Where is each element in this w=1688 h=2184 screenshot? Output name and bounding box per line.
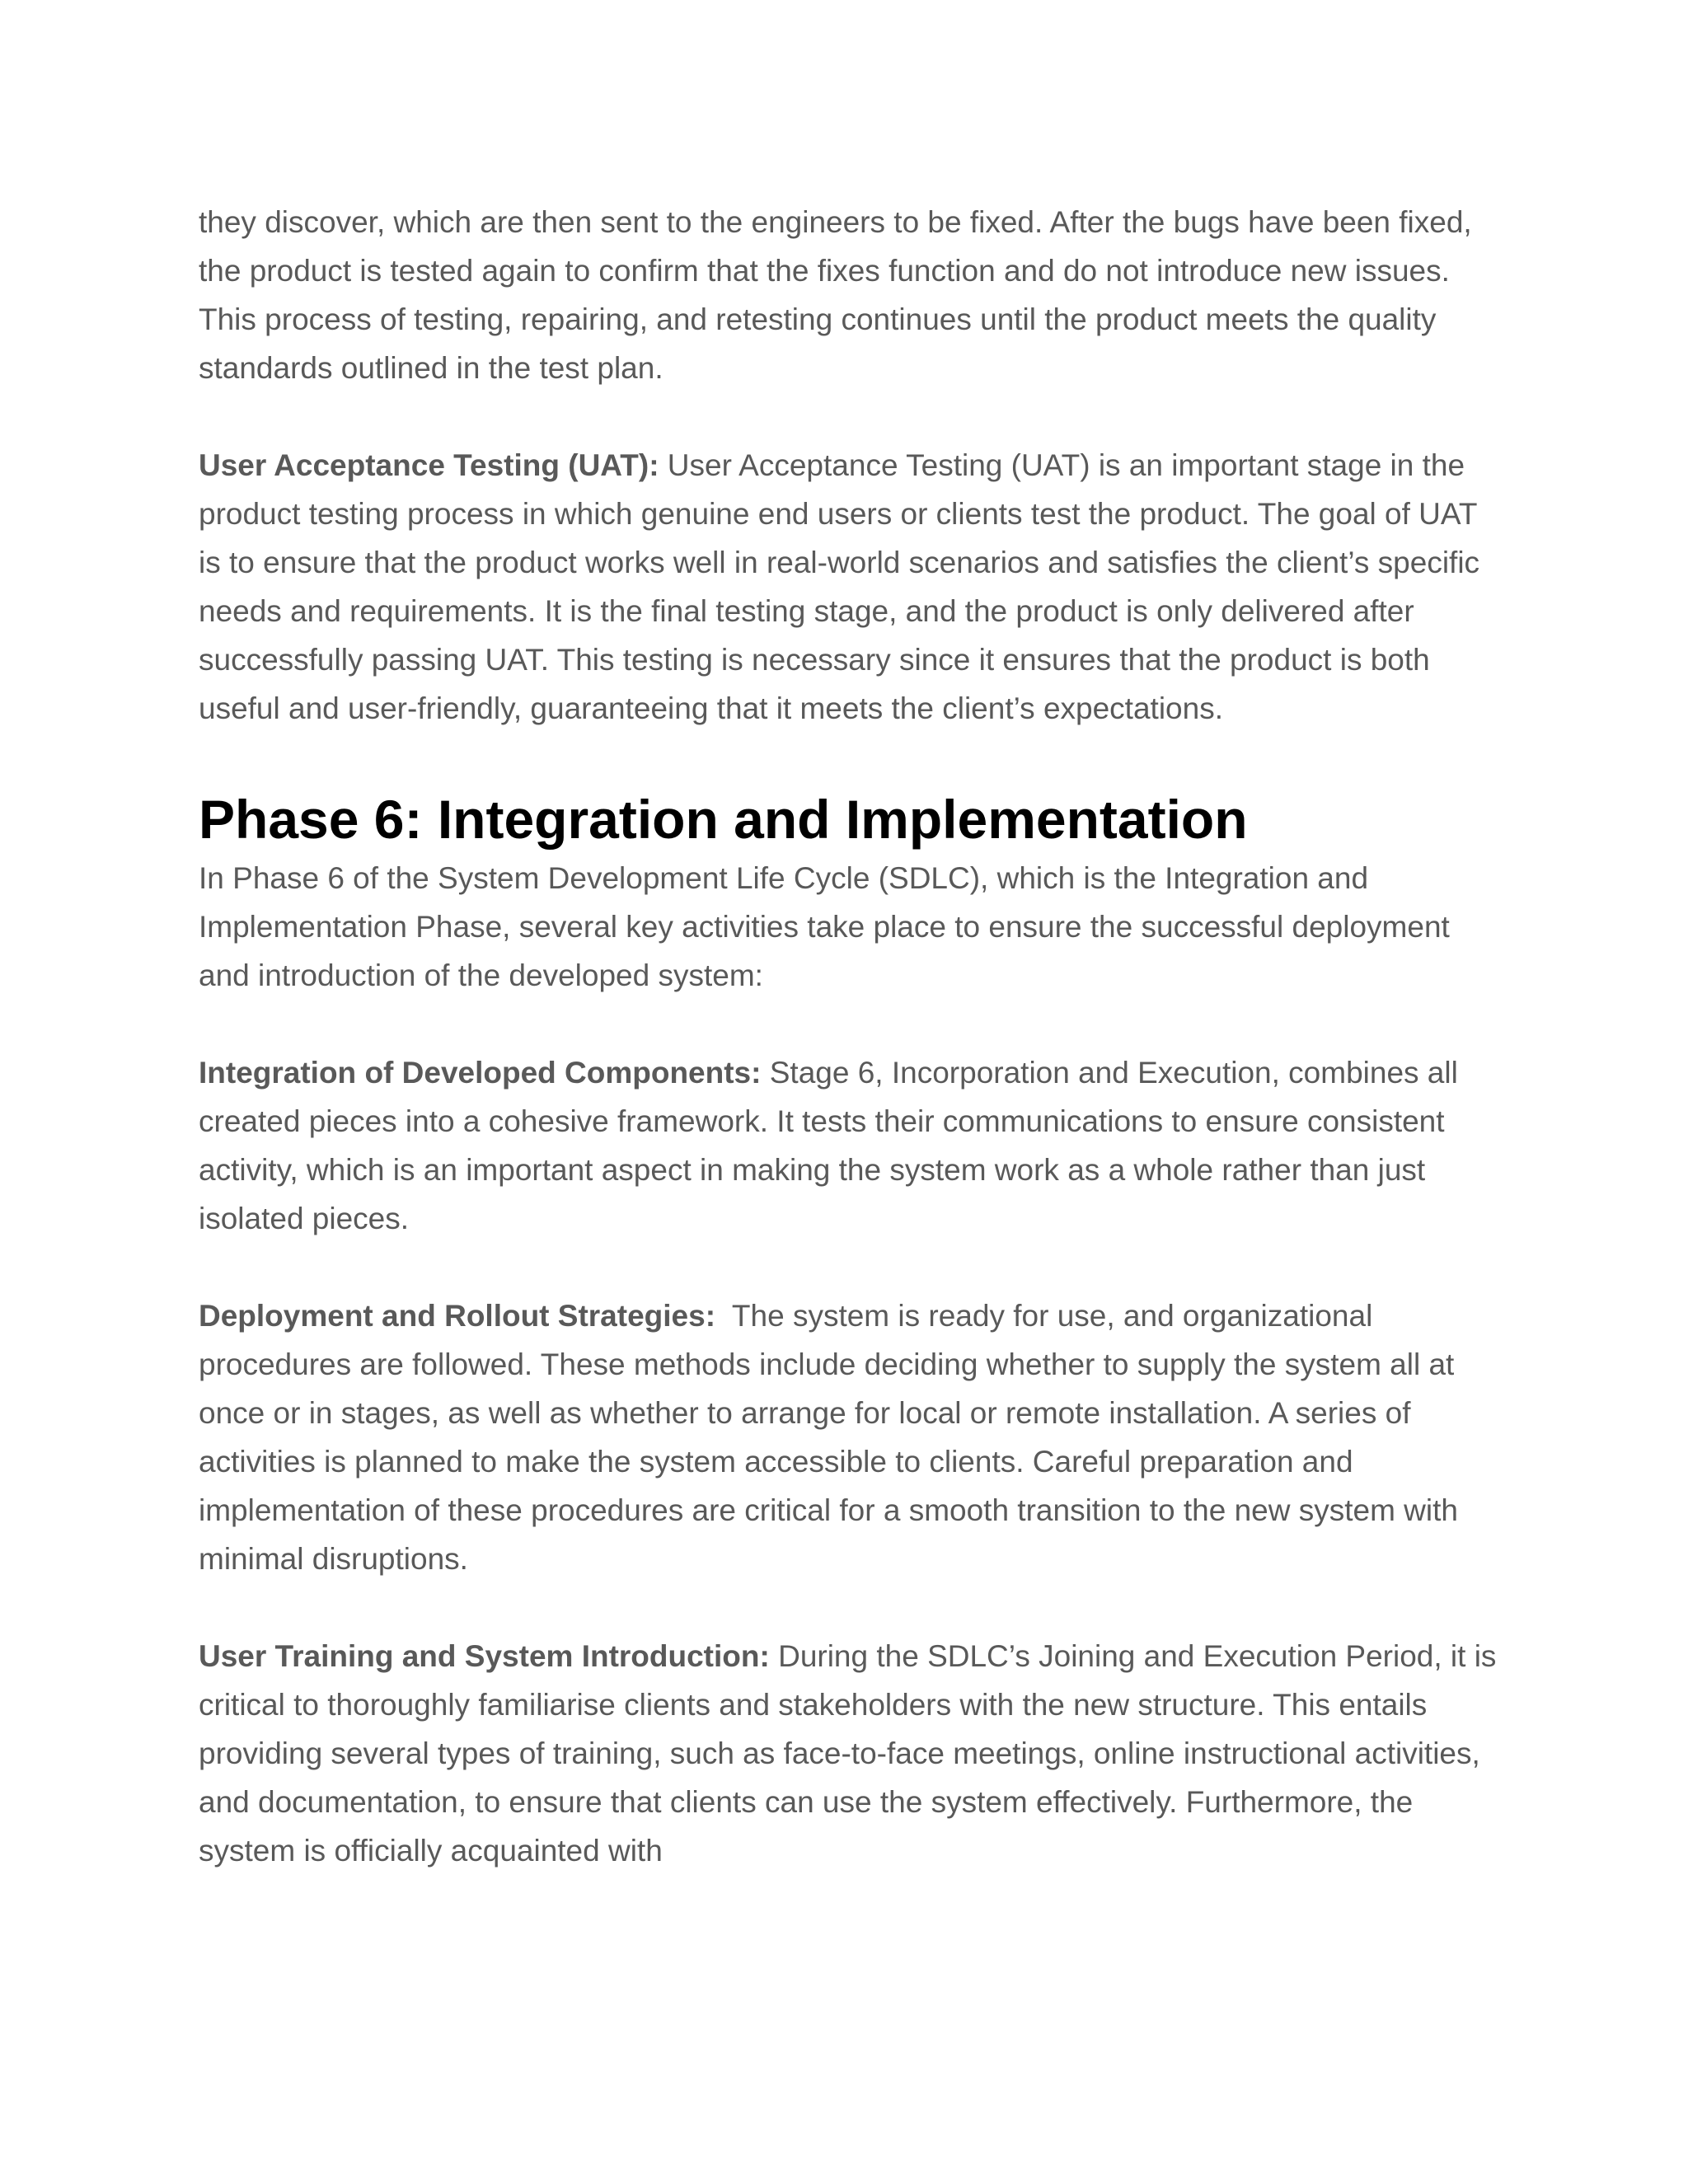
paragraph-label: User Training and System Introduction: — [199, 1639, 770, 1673]
paragraph-text: Stage 6, Incorporation and Execution, combines all created pieces into a cohesive framework. It tests their communications to ensure consistent activity, which is an important aspect in making the system work as a whole rather than just isolated pieces. — [199, 1056, 1458, 1235]
paragraph-label: User Acceptance Testing (UAT): — [199, 448, 659, 482]
paragraph-text: The system is ready for use, and organizational procedures are followed. These methods include deciding whether to supply the system all at once or in stages, as well as whether to arrange for local or remote installation. A series of activities is planned to make the system accessible to clients. Careful preparation and implementation of these procedures are critical for a smooth transition to the new system with minimal disruptions. — [199, 1299, 1467, 1576]
paragraph-label: Integration of Developed Components: — [199, 1056, 762, 1090]
page-content — [199, 198, 1501, 1875]
paragraph-text: In Phase 6 of the System Development Life Cycle (SDLC), which is the Integration and Implementation Phase, several key activities take place to ensure the successful deployment and introduction of the developed system: — [199, 861, 1450, 992]
paragraph-text: During the SDLC’s Joining and Execution Period, it is critical to thoroughly familiarise clients and stakeholders with the new structure. This entails providing several types of training, such as face-to-face meetings, online instructional activities, and documentation, to ensure that clients can use the system effectively. Furthermore, the system is officially acquainted with — [199, 1639, 1497, 1868]
paragraph-deployment — [199, 1291, 1501, 1583]
paragraph-training — [199, 1632, 1501, 1875]
paragraph-label: Deployment and Rollout Strategies: — [199, 1299, 716, 1333]
paragraph-text: they discover, which are then sent to the engineers to be fixed. After the bugs have been fixed, the product is tested again to confirm that the fixes function and do not introduce new issues. This process of testing, repairing, and retesting continues until the product meets the quality standards outlined in the test plan. — [199, 205, 1472, 385]
paragraph-text: User Acceptance Testing (UAT) is an important stage in the product testing process in which genuine end users or clients test the product. The goal of UAT is to ensure that the product works well in real-world scenarios and satisfies the client’s specific needs and requirements. It is the final testing stage, and the product is only delivered after successfully passing UAT. This testing is necessary since it ensures that the product is both useful and user-friendly, guaranteeing that it meets the client’s expectations. — [199, 448, 1480, 725]
paragraph-integration — [199, 1048, 1501, 1243]
paragraph-phase6-intro — [199, 854, 1501, 1000]
paragraph-uat — [199, 441, 1501, 733]
section-heading-phase-6: Phase 6: Integration and Implementation — [199, 789, 1248, 850]
paragraph-testing-continued — [199, 198, 1501, 392]
